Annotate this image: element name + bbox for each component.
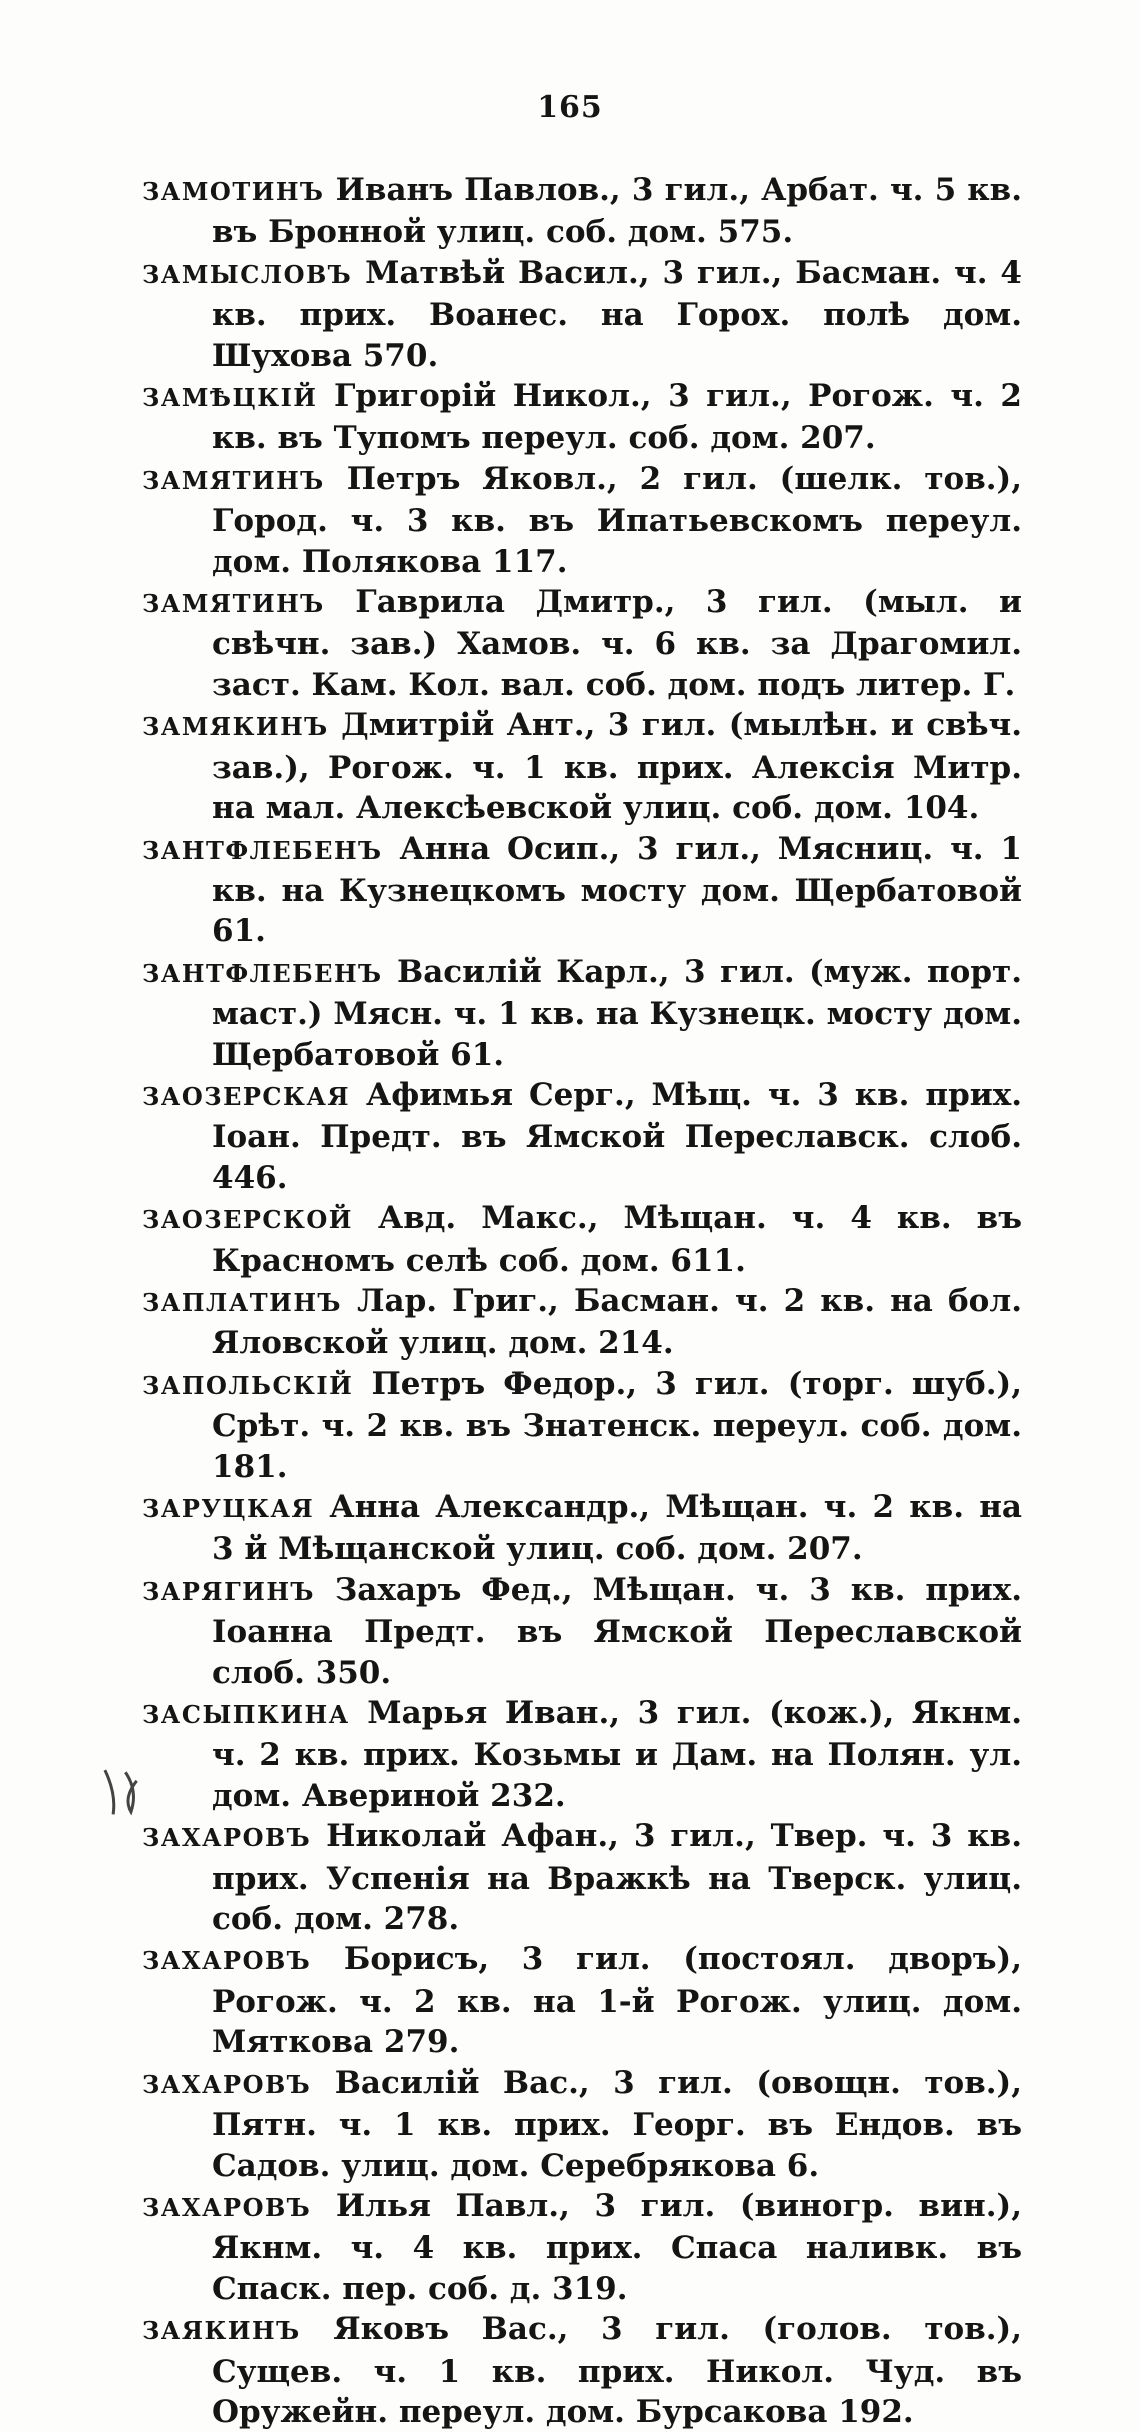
directory-entry [142,2186,1022,2309]
entry-surname: ЗАМОТИНЪ [142,177,325,206]
directory-entry [142,459,1022,582]
entry-surname: ЗАПЛАТИНЪ [142,1287,342,1317]
entry-text: Григорій Никол., 3 гил., Рогож. ч. 2 кв. въ Тупомъ переул. соб. дом. 207. [212,378,1023,457]
entry-surname: ЗАСЫПКИНА [142,1700,350,1730]
directory-entry [142,582,1022,705]
entry-text: Захаръ Фед., Мѣщан. ч. 3 кв. прих. Іоанна Предт. въ Ямской Переславской слоб. 350. [212,1571,1023,1691]
entry-surname: ЗАПОЛЬСКІЙ [142,1370,354,1400]
entry-surname: ЗАНТФЛЕБЕНЪ [142,835,383,865]
directory-entry [142,253,1022,376]
entry-text: Иванъ Павлов., 3 гил., Арбат. ч. 5 кв. въ Бронной улиц. соб. дом. 575. [212,172,1022,251]
directory-entry [142,376,1022,459]
entry-surname: ЗАМЯТИНЪ [142,589,325,619]
directory-entry [142,2309,1022,2432]
directory-entry [142,170,1022,253]
directory-entry [142,2063,1022,2186]
directory-entry [142,1364,1022,1487]
entry-text: Анна Осип., 3 гил., Мясниц. ч. 1 кв. на Кузнецкомъ мосту дом. Щербатовой 61. [212,830,1022,950]
entry-surname: ЗАРУЦКАЯ [142,1494,315,1523]
entry-text: Гаврила Дмитр., 3 гил. (мыл. и свѣчн. зав.) Хамов. ч. 6 кв. за Драгомил. заст. Кам. Кол. вал. соб. дом. подъ литер. Г. [212,584,1022,703]
entry-text: Петръ Яковл., 2 гил. (шелк. тов.), Город. ч. 3 кв. въ Ипатьевскомъ переул. дом. Полякова 117. [212,460,1023,580]
entry-surname: ЗАХАРОВЪ [142,1823,312,1853]
entry-text: Анна Александр., Мѣщан. ч. 2 кв. на 3 й Мѣщанской улиц. соб. дом. 207. [212,1489,1023,1568]
entry-surname: ЗАМЫСЛОВЪ [142,259,353,289]
entry-text: Илья Павл., 3 гил. (виногр. вин.), Якнм. ч. 4 кв. прих. Спаса наливк. въ Спаск. пер. соб. д. 319. [212,2187,1022,2307]
entry-text: Афимья Серг., Мѣщ. ч. 3 кв. прих. Іоан. Предт. въ Ямской Переславск. слоб. 446. [212,1076,1023,1196]
entry-surname: ЗАНТФЛЕБЕНЪ [142,958,383,988]
entry-surname: ЗАМѢЦКІЙ [142,383,318,413]
directory-entry [142,1816,1022,1939]
entry-text: Николай Афан., 3 гил., Твер. ч. 3 кв. прих. Успенія на Вражкѣ на Тверск. улиц. соб. дом. 278. [212,1818,1022,1938]
entry-text: Матвѣй Васил., 3 гил., Басман. ч. 4 кв. прих. Воанес. на Горох. полѣ дом. Шухова 570. [212,254,1022,374]
entry-surname: ЗАМЯКИНЪ [142,712,329,742]
entry-text: Борисъ, 3 гил. (постоял. дворъ), Рогож. ч. 2 кв. на 1-й Рогож. улиц. дом. Мяткова 279. [212,1941,1022,2061]
entry-text: Дмитрій Ант., 3 гил. (мылѣн. и свѣч. зав.), Рогож. ч. 1 кв. прих. Алексія Митр. на мал. Алексѣевской улиц. соб. дом. 104. [212,707,1022,827]
entry-surname: ЗАХАРОВЪ [142,2192,312,2222]
directory-entry [142,1570,1022,1693]
entry-surname: ЗАМЯТИНЪ [142,465,325,495]
entry-surname: ЗАРЯГИНЪ [142,1576,315,1606]
entry-surname: ЗАХАРОВЪ [142,1946,312,1976]
directory-entry [142,1198,1022,1281]
ink-smudge-mark [94,1749,193,1831]
entry-text: Авд. Макс., Мѣщан. ч. 4 кв. въ Красномъ селѣ соб. дом. 611. [212,1200,1023,1279]
entry-text: Василій Карл., 3 гил. (муж. порт. маст.) Мясн. ч. 1 кв. на Кузнецк. мосту дом. Щербатовой 61. [212,953,1022,1073]
entry-surname: ЗАХАРОВЪ [142,2069,312,2099]
entry-surname: ЗАОЗЕРСКАЯ [142,1081,351,1111]
directory-entry [142,1281,1022,1364]
directory-entry [142,1693,1022,1816]
entry-text: Яковъ Вас., 3 гил. (голов. тов.), Сущев. ч. 1 кв. прих. Никол. Чуд. въ Оружейн. переул. дом. Бурсакова 192. [212,2311,1023,2430]
entry-text: Петръ Федор., 3 гил. (торг. шуб.), Срѣт. ч. 2 кв. въ Знатенск. переул. соб. дом. 181. [212,1365,1022,1485]
directory-entries [142,170,1022,2432]
entry-text: Лар. Григ., Басман. ч. 2 кв. на бол. Яловской улиц. дом. 214. [212,1282,1023,1362]
entry-text: Марья Иван., 3 гил. (кож.), Якнм. ч. 2 кв. прих. Козьмы и Дам. на Полян. ул. дом. Авериной 232. [212,1695,1022,1814]
entry-text: Василій Вас., 3 гил. (овощн. тов.), Пятн. ч. 1 кв. прих. Георг. въ Ендов. въ Садов. улиц. дом. Серебрякова 6. [212,2064,1022,2184]
directory-entry [142,829,1022,952]
entry-surname: ЗАЯКИНЪ [142,2316,301,2346]
directory-entry [142,952,1022,1075]
page-number: 165 [537,90,603,125]
directory-entry [142,1487,1022,1570]
entry-surname: ЗАОЗЕРСКОЙ [142,1205,353,1235]
directory-entry [142,1939,1022,2062]
directory-entry [142,705,1022,828]
directory-entry [142,1075,1022,1198]
